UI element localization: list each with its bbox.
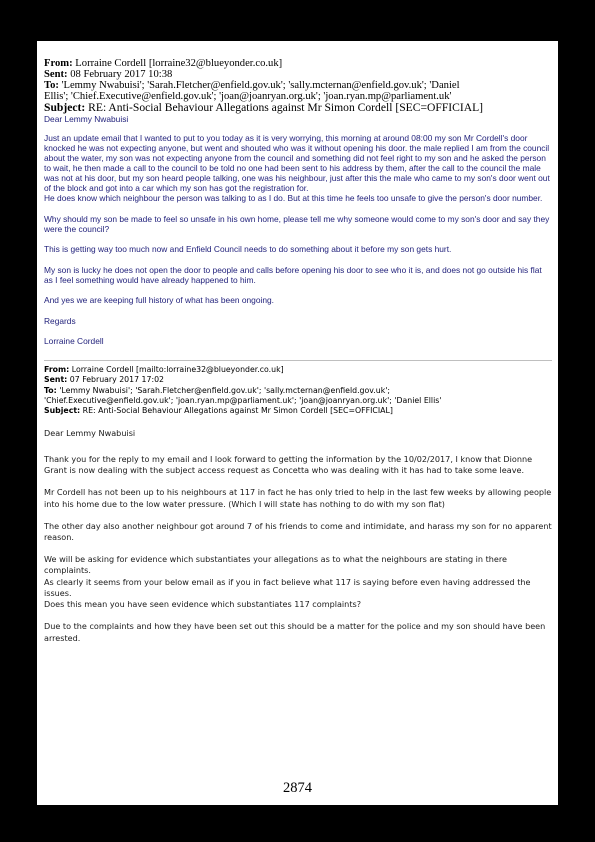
email2-paragraph-4: We will be asking for evidence which substantiates your allegations as to what the neighbours are stating in there complaints. As clearly it seems from your below email as if you in fact believe what 117 is saying before even having addressed the issues. Does this mean you have seen evidence which substantiates 117 complaints?: [44, 553, 531, 610]
email2-sent: 07 February 2017 17:02: [69, 375, 165, 385]
email1-to-line: To: 'Lemmy Nwabuisi'; 'Sarah.Fletcher@enfield.gov.uk'; 'sally.mcternan@enfield.gov.uk'; 'Daniel: [44, 80, 460, 91]
email1-subject-line: Subject: RE: Anti-Social Behaviour Allegations against Mr Simon Cordell [SEC=OFFICIAL]: [44, 101, 484, 114]
email2-greeting: Dear Lemmy Nwabuisi: [44, 428, 136, 439]
email1-from: Lorraine Cordell [lorraine32@blueyonder.co.uk]: [75, 58, 283, 69]
email1-signature: Lorraine Cordell: [44, 336, 104, 346]
email-separator: [44, 360, 552, 361]
email1-paragraph-2: Why should my son be made to feel so unsafe in his own home, please tell me why someone would come to my son's door and say they were the council?: [44, 213, 550, 234]
email2-paragraph-2: Mr Cordell has not been up to his neighbours at 117 in fact he has only tried to help in the last few weeks by allowing people into his home due to the low water pressure. (Which I will state has nothing to do with my son flat): [44, 487, 552, 509]
email1-to-line-2: Ellis'; 'Chief.Executive@enfield.gov.uk'; 'joan@joanryan.org.uk'; 'joan.ryan.mp@parliament.uk': [44, 91, 452, 102]
email1-paragraph-1: Just an update email that I wanted to put to you today as it is very worrying, this morning at around 08:00 my son Mr Cordell's door knocked he was not expecting anyone, but went and shouted who was it without opening his door. the male replied I am from the council about the water, my son was not expecting anyone from the council and something did not feel right to my son and he asked the person to wait, he then made a call to the council to be told no one had been sent to his address by them, after the call to the council the male was not at his door, but my son heard people talking, one was his neighbour, just after this the male who came to my son's door went out of the block and got into a car which my son has got the registration for. He does know which neighbour the person was talking to as I do. But at this time he feels too unsafe to give the person's door number.: [44, 133, 550, 203]
email2-subject: RE: Anti-Social Behaviour Allegations against Mr Simon Cordell [SEC=OFFICIAL]: [82, 406, 393, 416]
email2-from-line: From: Lorraine Cordell [mailto:lorraine32@blueyonder.co.uk]: [44, 365, 284, 374]
document-page: [37, 41, 558, 805]
email1-paragraph-4: My son is lucky he does not open the door to people and calls before opening his door to see who it is, and does not go outside his flat as I feel something would have already happened to him.: [44, 264, 542, 285]
email1-header: [44, 58, 552, 113]
email2-subject-line: Subject: RE: Anti-Social Behaviour Allegations against Mr Simon Cordell [SEC=OFFICIAL]: [44, 406, 393, 416]
email2-to-line-2: 'Chief.Executive@enfield.gov.uk'; 'joan.ryan.mp@parliament.uk'; 'joan@joanryan.org.uk'; 'Daniel Ellis': [44, 395, 442, 405]
email1-paragraph-5: And yes we are keeping full history of what has been ongoing.: [44, 295, 274, 305]
email2-paragraph-3: The other day also another neighbour got around 7 of his friends to come and intimidate, and harass my son for no apparent reason.: [44, 520, 552, 542]
email1-to-1: 'Lemmy Nwabuisi'; 'Sarah.Fletcher@enfield.gov.uk'; 'sally.mcternan@enfield.gov.uk'; 'Daniel: [61, 80, 460, 91]
email2-sent-line: Sent: 07 February 2017 17:02: [44, 375, 165, 385]
email2-paragraph-1: Thank you for the reply to my email and I look forward to getting the information by the 10/02/2017, I know that Dionne Grant is now dealing with the subject access request as Concetta who was dealing with it has had to take some leave.: [44, 453, 533, 476]
email2-to-1: 'Lemmy Nwabuisi'; 'Sarah.Fletcher@enfield.gov.uk'; 'sally.mcternan@enfield.gov.uk';: [59, 385, 390, 395]
email2-header: [44, 365, 552, 416]
email1-body: [44, 114, 552, 346]
email1-paragraph-3: This is getting way too much now and Enfield Council needs to do something about it before my son gets hurt.: [44, 244, 452, 254]
email2-to-line: To: 'Lemmy Nwabuisi'; 'Sarah.Fletcher@enfield.gov.uk'; 'sally.mcternan@enfield.gov.uk';: [44, 385, 390, 395]
page-number: 2874: [283, 780, 312, 796]
email2-from: Lorraine Cordell [mailto:lorraine32@blueyonder.co.uk]: [71, 365, 284, 374]
email1-subject: RE: Anti-Social Behaviour Allegations against Mr Simon Cordell [SEC=OFFICIAL]: [88, 101, 484, 114]
email1-from-line: From: Lorraine Cordell [lorraine32@blueyonder.co.uk]: [44, 58, 283, 69]
email2-paragraph-5: Due to the complaints and how they have been set out this should be a matter for the police and my son should have been arrested.: [44, 621, 546, 643]
email1-sent: 08 February 2017 10:38: [70, 69, 173, 80]
email1-sent-line: Sent: 08 February 2017 10:38: [44, 69, 173, 80]
email1-greeting: Dear Lemmy Nwabuisi: [44, 114, 129, 124]
email2-body: [44, 428, 552, 644]
email1-regards: Regards: [44, 315, 76, 326]
